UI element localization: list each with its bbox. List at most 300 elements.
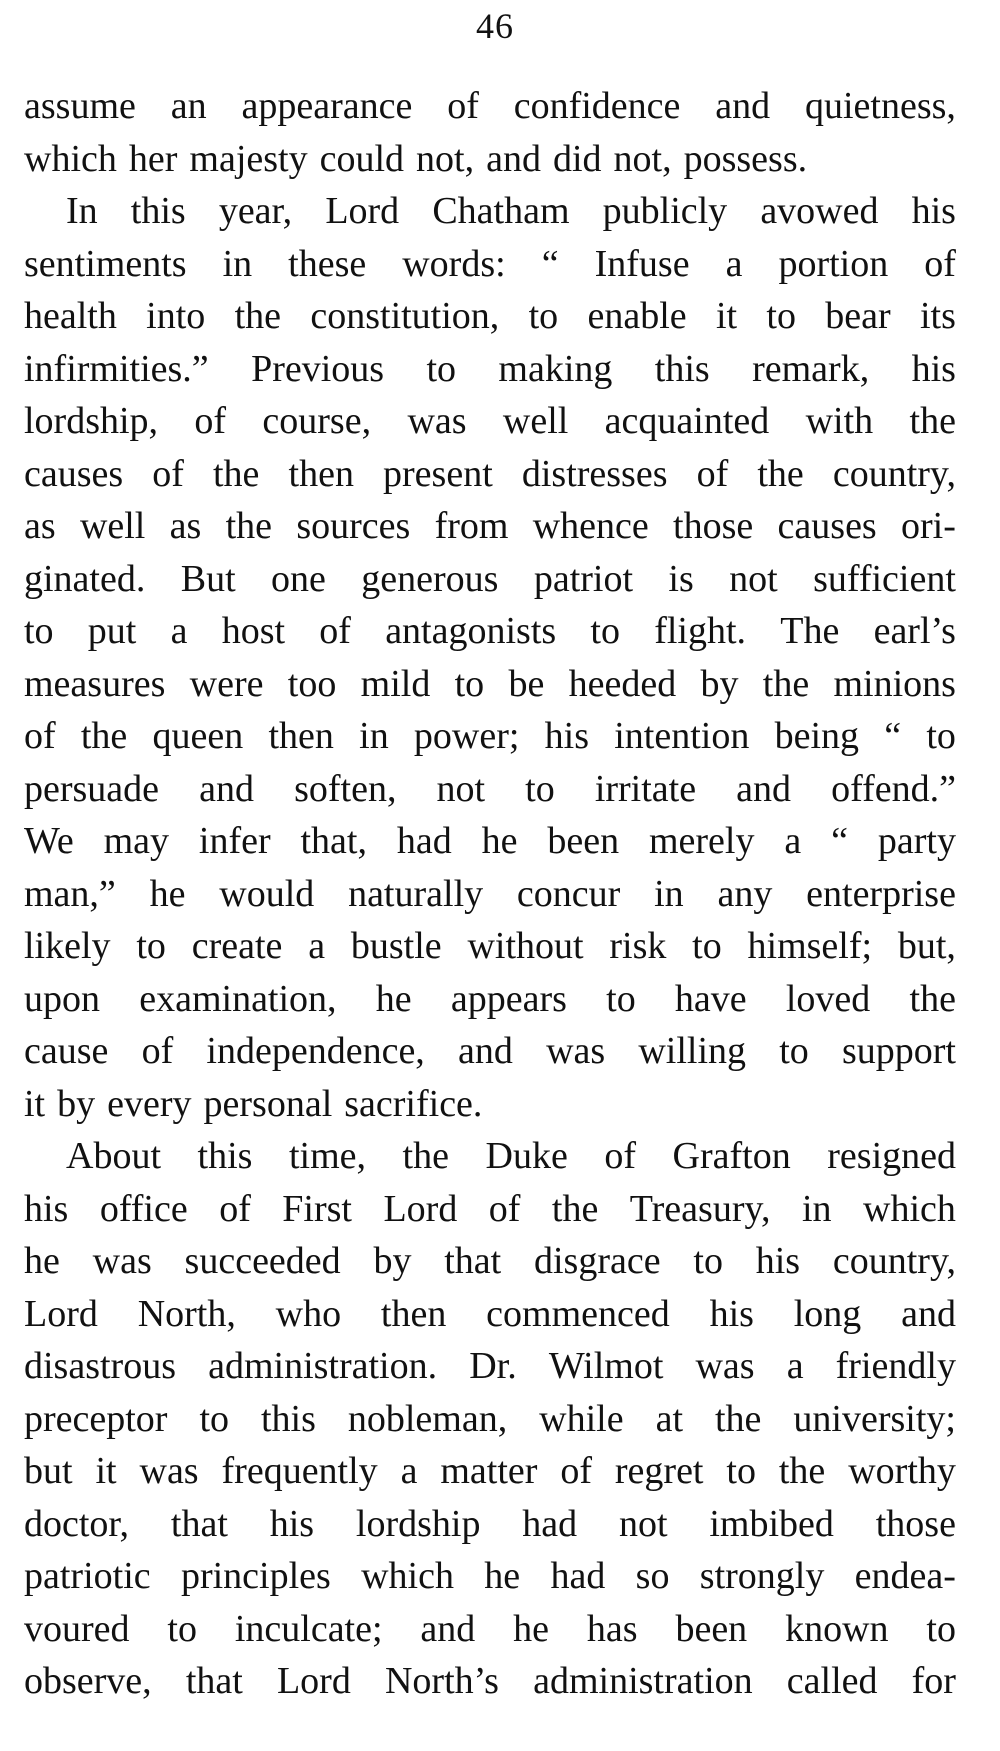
page-number: 46: [476, 6, 514, 46]
word: measures: [24, 662, 166, 705]
word: to: [590, 610, 620, 652]
word: a: [170, 610, 188, 652]
word: that,: [300, 820, 367, 862]
word: Dr.: [469, 1345, 517, 1387]
word: in: [654, 872, 684, 915]
word: queen: [152, 715, 244, 757]
text-line: [24, 448, 956, 501]
word: he: [24, 1240, 60, 1282]
word: that: [444, 1240, 502, 1282]
word: to: [525, 767, 555, 810]
word: causes: [777, 505, 877, 547]
word: to: [726, 1450, 756, 1492]
word: to: [454, 662, 485, 705]
text-line: [24, 1498, 956, 1551]
word: First: [282, 1187, 352, 1230]
word: of: [488, 1187, 521, 1230]
word: in: [222, 242, 253, 285]
paragraph-2: [24, 185, 956, 1130]
word: was: [139, 1450, 199, 1492]
word: Infuse: [594, 242, 690, 285]
word: matter: [440, 1450, 538, 1492]
word: bustle: [350, 925, 442, 967]
word: minions: [833, 662, 956, 705]
word: distresses: [521, 452, 668, 495]
word: loved: [785, 977, 871, 1020]
word: Previous: [251, 347, 385, 390]
word: those: [875, 1502, 956, 1545]
word: did: [552, 137, 602, 180]
word: from: [434, 505, 509, 547]
word: the: [234, 295, 282, 337]
word: power;: [413, 715, 520, 757]
word: it: [24, 1082, 46, 1125]
text-line: [24, 290, 956, 343]
word: host: [221, 610, 286, 652]
word: then: [380, 1292, 447, 1335]
word: create: [191, 925, 283, 967]
word: regret: [614, 1450, 704, 1492]
word: observe,: [24, 1660, 152, 1702]
word: be: [508, 662, 545, 705]
word: by: [57, 1082, 96, 1125]
word: for: [911, 1660, 956, 1702]
text-line: [24, 1025, 956, 1078]
text-line: [24, 343, 956, 396]
word: About: [66, 1135, 161, 1177]
text-line: [24, 920, 956, 973]
word: he: [513, 1607, 550, 1650]
word: resigned: [827, 1135, 956, 1177]
word: “: [884, 715, 902, 757]
word: is: [668, 557, 694, 600]
word: friendly: [835, 1345, 956, 1387]
word: into: [146, 295, 206, 337]
word: lordship,: [24, 400, 159, 442]
word: lordship: [355, 1502, 481, 1545]
word: not: [436, 767, 486, 810]
word: inculcate;: [234, 1607, 383, 1650]
word: office: [99, 1187, 188, 1230]
text-line: [24, 553, 956, 606]
word: “: [831, 820, 848, 862]
word: But: [180, 557, 236, 600]
word: which: [863, 1187, 956, 1230]
word: who: [275, 1292, 342, 1335]
word: of: [447, 85, 479, 127]
word: as: [24, 505, 56, 547]
word: Lord: [24, 1292, 98, 1335]
word: disgrace: [534, 1240, 661, 1282]
word: his: [911, 190, 956, 232]
word: at: [655, 1397, 684, 1440]
word: enterprise: [806, 872, 956, 915]
word: his: [911, 347, 956, 390]
word: “: [541, 242, 559, 285]
word: his: [755, 1240, 801, 1282]
word: strongly: [699, 1555, 825, 1597]
word: Duke: [485, 1135, 568, 1177]
word: was: [92, 1240, 152, 1282]
word: We: [24, 820, 74, 862]
word: the: [757, 452, 804, 495]
word: Treasury,: [629, 1187, 771, 1230]
word: then: [268, 715, 334, 757]
word: acquainted: [604, 400, 770, 442]
word: a: [308, 925, 326, 967]
word: of: [924, 242, 956, 285]
word: bear: [825, 295, 891, 337]
word: been: [675, 1607, 748, 1650]
word: constitution,: [310, 295, 500, 337]
word: was: [407, 400, 467, 442]
word: independence,: [206, 1030, 425, 1072]
text-line: [24, 1445, 956, 1498]
word: time,: [288, 1135, 367, 1177]
text-line: [24, 133, 956, 186]
word: had: [396, 820, 452, 862]
word: the: [714, 1397, 762, 1440]
word: Lord: [325, 190, 400, 232]
word: not,: [613, 137, 672, 180]
word: the: [909, 977, 956, 1020]
word: every: [107, 1082, 192, 1125]
word: this: [197, 1135, 253, 1177]
word: called: [786, 1660, 878, 1702]
word: words:: [402, 242, 506, 285]
word: present: [383, 452, 493, 495]
word: appears: [450, 977, 567, 1020]
word: to: [606, 977, 636, 1020]
word: Chatham: [432, 190, 570, 232]
word: her: [128, 137, 178, 180]
word: country,: [832, 452, 956, 495]
word: which: [361, 1555, 454, 1597]
word: personal: [203, 1082, 333, 1125]
word: and: [736, 767, 792, 810]
word: of: [604, 1135, 637, 1177]
word: flight.: [654, 610, 747, 652]
text-line: [24, 658, 956, 711]
word: publicly: [602, 190, 728, 232]
text-line: [24, 710, 956, 763]
word: ori-: [901, 505, 956, 547]
text-line: [24, 815, 956, 868]
word: the: [909, 400, 956, 442]
word: of: [24, 715, 56, 757]
word: willing: [638, 1030, 747, 1072]
word: too: [287, 662, 337, 705]
word: himself;: [747, 925, 873, 967]
word: the: [778, 1450, 826, 1492]
word: but,: [897, 925, 956, 967]
word: of: [219, 1187, 251, 1230]
word: well: [502, 400, 569, 442]
word: doctor,: [24, 1502, 130, 1545]
word: assume: [24, 85, 136, 127]
text-line: [24, 1235, 956, 1288]
word: that: [185, 1660, 243, 1702]
word: man,”: [24, 872, 116, 915]
word: to: [926, 715, 956, 757]
text-line: [24, 500, 956, 553]
word: could: [319, 137, 405, 180]
word: of: [696, 452, 729, 495]
word: of: [141, 1030, 174, 1072]
word: it: [95, 1450, 117, 1492]
word: of: [560, 1450, 592, 1492]
word: without: [467, 925, 584, 967]
word: endea-: [854, 1555, 956, 1597]
word: preceptor: [24, 1397, 168, 1440]
text-line: [24, 185, 956, 238]
word: nobleman,: [347, 1397, 508, 1440]
word: these: [288, 242, 367, 285]
word: succeeded: [184, 1240, 341, 1282]
word: course,: [262, 400, 372, 442]
word: infirmities.”: [24, 347, 209, 390]
word: a: [400, 1450, 418, 1492]
word: appearance: [241, 85, 413, 127]
word: mild: [360, 662, 431, 705]
word: in: [801, 1187, 832, 1230]
text-line: [24, 80, 956, 133]
word: of: [194, 400, 227, 442]
word: put: [87, 610, 137, 652]
word: long: [793, 1292, 862, 1335]
word: intention: [614, 715, 750, 757]
text-line: [24, 973, 956, 1026]
word: frequently: [221, 1450, 378, 1492]
word: in: [359, 715, 389, 757]
word: cause: [24, 1030, 109, 1072]
word: while: [539, 1397, 624, 1440]
word: commenced: [486, 1292, 670, 1335]
word: merely: [648, 820, 755, 862]
word: the: [402, 1135, 449, 1177]
word: the: [80, 715, 128, 757]
word: a: [786, 1345, 804, 1387]
word: its: [919, 295, 956, 337]
word: year,: [218, 190, 293, 232]
word: and: [420, 1607, 476, 1650]
word: disastrous: [24, 1345, 176, 1387]
text-line: [24, 1603, 956, 1656]
word: to: [136, 925, 166, 967]
word: that: [170, 1502, 228, 1545]
text-line: [24, 1078, 956, 1131]
word: and: [901, 1292, 956, 1335]
word: North,: [137, 1292, 236, 1335]
word: so: [635, 1555, 670, 1597]
word: voured: [24, 1607, 130, 1650]
word: his: [269, 1502, 315, 1545]
text-line: [24, 1393, 956, 1446]
word: administration.: [208, 1345, 438, 1387]
word: Lord: [383, 1187, 458, 1230]
word: In: [66, 190, 98, 232]
word: have: [674, 977, 747, 1020]
word: country,: [832, 1240, 956, 1282]
word: had: [522, 1502, 578, 1545]
word: and: [199, 767, 254, 810]
word: of: [319, 610, 351, 652]
word: naturally: [348, 872, 484, 915]
word: a: [725, 242, 743, 285]
text-line: [24, 763, 956, 816]
word: the: [551, 1187, 599, 1230]
word: he: [481, 820, 518, 862]
word: whence: [532, 505, 649, 547]
word: then: [288, 452, 354, 495]
word: this: [130, 190, 186, 232]
text-line: [24, 868, 956, 921]
word: was: [695, 1345, 755, 1387]
word: making: [498, 347, 613, 390]
word: has: [586, 1607, 638, 1650]
word: his: [709, 1292, 754, 1335]
word: may: [103, 820, 170, 862]
word: by: [700, 662, 739, 705]
word: to: [779, 1030, 809, 1072]
word: enable: [587, 295, 687, 337]
word: not: [618, 1502, 668, 1545]
word: his: [544, 715, 590, 757]
text-line: [24, 1655, 956, 1708]
word: those: [673, 505, 754, 547]
word: a: [784, 820, 802, 862]
word: concur: [516, 872, 621, 915]
word: and: [715, 85, 771, 127]
word: soften,: [294, 767, 397, 810]
text-line: [24, 1288, 956, 1341]
body-text: [24, 80, 956, 1708]
text-line: [24, 1550, 956, 1603]
word: risk: [609, 925, 667, 967]
word: had: [550, 1555, 606, 1597]
word: to: [692, 925, 722, 967]
word: worthy: [848, 1450, 956, 1492]
word: offend.”: [831, 767, 956, 810]
word: by: [373, 1240, 412, 1282]
word: heeded: [568, 662, 677, 705]
text-line: [24, 1340, 956, 1393]
word: ginated.: [24, 557, 146, 600]
word: likely: [24, 925, 111, 967]
word: but: [24, 1450, 73, 1492]
word: Lord: [276, 1660, 351, 1702]
word: The: [780, 610, 840, 652]
word: confidence: [513, 85, 681, 127]
word: to: [199, 1397, 229, 1440]
word: any: [717, 872, 773, 915]
word: the: [762, 662, 810, 705]
word: Grafton: [672, 1135, 791, 1177]
word: irritate: [594, 767, 697, 810]
word: to: [528, 295, 559, 337]
word: generous: [361, 557, 499, 600]
word: antagonists: [385, 610, 557, 652]
word: one: [271, 557, 326, 600]
word: remark,: [752, 347, 870, 390]
word: he: [375, 977, 412, 1020]
word: not,: [416, 137, 475, 180]
word: Wilmot: [548, 1345, 664, 1387]
word: infer: [198, 820, 271, 862]
word: known: [785, 1607, 889, 1650]
word: to: [926, 1607, 956, 1650]
word: which: [24, 137, 117, 180]
word: administration: [533, 1660, 753, 1702]
word: imbibed: [709, 1502, 834, 1545]
word: sources: [296, 505, 411, 547]
word: causes: [24, 452, 124, 495]
word: university;: [793, 1397, 956, 1440]
word: upon: [24, 977, 100, 1020]
word: his: [24, 1187, 69, 1230]
word: North’s: [384, 1660, 499, 1702]
word: persuade: [24, 767, 160, 810]
word: being: [774, 715, 860, 757]
word: this: [260, 1397, 316, 1440]
word: as: [169, 505, 202, 547]
paragraph-1: [24, 80, 956, 185]
text-line: [24, 395, 956, 448]
word: portion: [778, 242, 889, 285]
word: quietness,: [804, 85, 956, 127]
word: support: [841, 1030, 956, 1072]
word: would: [219, 872, 315, 915]
word: he: [484, 1555, 521, 1597]
word: well: [79, 505, 146, 547]
word: patriot: [533, 557, 634, 600]
word: principles: [180, 1555, 331, 1597]
word: sacrifice.: [344, 1082, 483, 1125]
word: this: [654, 347, 710, 390]
word: to: [693, 1240, 723, 1282]
text-line: [24, 238, 956, 291]
word: earl’s: [873, 610, 956, 652]
paragraph-3: [24, 1130, 956, 1708]
word: to: [167, 1607, 197, 1650]
word: he: [149, 872, 186, 915]
word: the: [225, 505, 273, 547]
word: been: [547, 820, 620, 862]
word: patriotic: [24, 1555, 151, 1597]
word: to: [24, 610, 54, 652]
text-line: [24, 605, 956, 658]
word: examination,: [139, 977, 337, 1020]
word: were: [189, 662, 264, 705]
word: with: [805, 400, 874, 442]
word: majesty: [189, 137, 308, 180]
word: and: [458, 1030, 513, 1072]
word: not: [729, 557, 778, 600]
word: an: [170, 85, 207, 127]
text-line: [24, 1130, 956, 1183]
word: and: [486, 137, 541, 180]
word: to: [426, 347, 457, 390]
word: health: [24, 295, 117, 337]
word: party: [877, 820, 956, 862]
word: avowed: [760, 190, 879, 232]
word: to: [766, 295, 796, 337]
word: was: [546, 1030, 606, 1072]
word: the: [213, 452, 260, 495]
word: sufficient: [813, 557, 956, 600]
text-line: [24, 1183, 956, 1236]
word: possess.: [683, 137, 808, 180]
